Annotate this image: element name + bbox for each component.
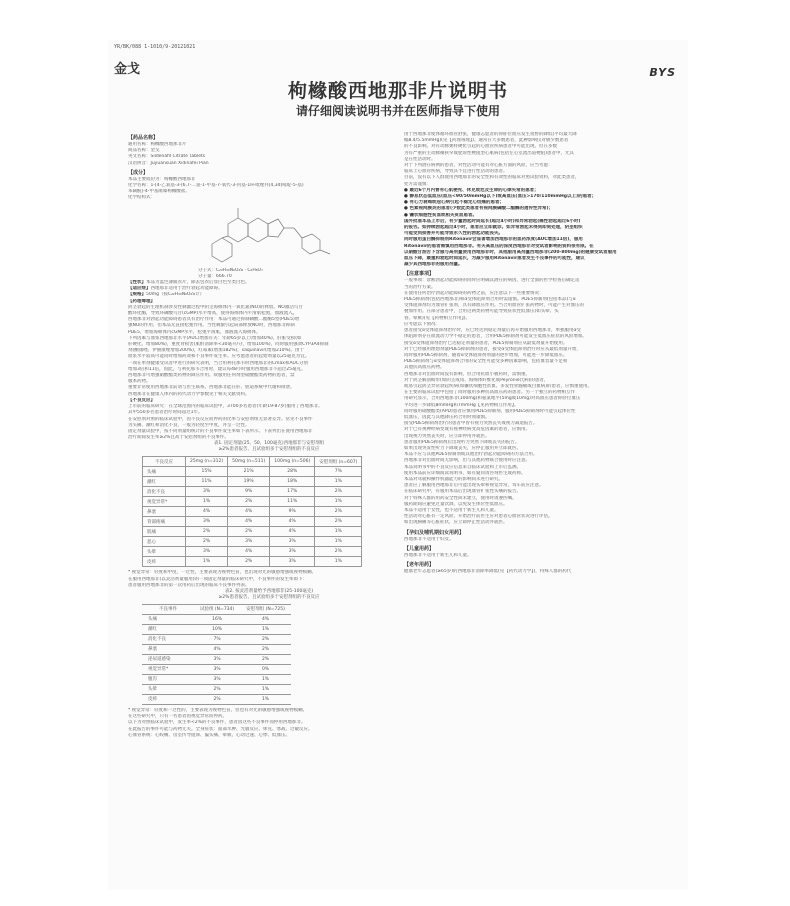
table-cell: 1% xyxy=(315,497,362,507)
table-cell: 4% xyxy=(228,507,270,517)
table-row xyxy=(143,537,362,547)
line-text: 治疗期间发生率≥2%且高于安慰剂组的不良事件。 xyxy=(128,435,229,441)
text-line: 本品说明书中的不良反应信息来自临床试验和上市后监测。 xyxy=(404,464,521,470)
text-line: * 视觉异常：轻度和一过性的，主要表现为视物色盲，但也有对光的敏感增强或视物模糊。 xyxy=(128,707,308,713)
table-cell: 头晕 xyxy=(142,684,194,694)
text-line: 幅8.4/5.5mmHg)(见【药理毒理】)。通常在大多数患者，此种影响仅对极少数患者 xyxy=(404,138,569,144)
table-cell: 鼻塞 xyxy=(142,644,194,654)
brand-logo-text: 金戈 xyxy=(114,62,141,77)
table-cell: 2% xyxy=(194,684,240,694)
text-line: 在临床研究中，有服用本品后出现血管扩张性头痛的报告。 xyxy=(404,489,521,495)
text-line: 体阻滞剂存在血流动力学不稳定的患者，合用PDE5抑制剂可能发生低血压症状的风险增加。 xyxy=(404,334,587,340)
line-text: 酸环化酶，导致环磷酸鸟苷(cGMP)水平增高，使得海绵体内平滑肌松弛，血液流入。 xyxy=(128,311,298,317)
line-text: 西地那非对勃起功能障碍患者具有治疗作用：本品可通过抑制磷酸二酯酶5型(PDE5)增 xyxy=(128,317,300,323)
text-line: 接受PDE5抑制剂治疗的患者中曾有视力突然丧失或视力减退报告。 xyxy=(404,421,538,427)
formula-line: 分子量：666.70 xyxy=(198,273,232,279)
line-text: 下列因素与血浆西地那非水平(AUC)增加有关：年龄65岁以上(增加40%)，肝脏受损(如 xyxy=(128,335,302,341)
elderly-heading: 【老年用药】 xyxy=(404,562,435,568)
text-line: 在主要的临床试验中包括了同时服用多种抗高血压药的患者。另一个独立的药物相互作 xyxy=(404,390,575,396)
table-cell: 肌痛 xyxy=(143,527,186,537)
section-line: 化学结构式： xyxy=(128,195,155,201)
line-text: 重要非常使用西地那非前请与医生联系。西地那非能在肝、胆道系统中代谢和排泄。 xyxy=(128,385,295,391)
text-line: 本品对驾驶和操作机器能力的影响尚未进行研究。 xyxy=(404,476,503,482)
formula-line: 分子式：C₂₂H₃₀N₆O₄S · C₆H₈O₇ xyxy=(198,267,263,273)
table-cell: 1% xyxy=(186,497,228,507)
text-line: 叠加作用。在部分患者中，合用这两类药物可能导致症状性低血压(如头晕、头 xyxy=(404,309,559,315)
text-line: PDE5抑制剂与α受体阻滞剂合用的安全性可能受多种因素影响，包括血容量不足和 xyxy=(404,359,568,365)
text-line: 临床上心血管疾病，导致其不宜进行性活动的患者。 xyxy=(404,169,508,175)
table-cell: 28% xyxy=(270,467,315,477)
table-cell: 1% xyxy=(315,537,362,547)
line-text: 肝硬化，增加80%)，重度肾损害(肌酐清除率<30毫升/分，增加100%)，同时服用强效CYP3A4抑制 xyxy=(128,342,329,348)
table-cell: 4% xyxy=(240,614,291,624)
text-line: 处方需谨慎： xyxy=(404,181,431,187)
line-text: 50mg（按C₂₂H₃₀N₆O₄S计） xyxy=(146,292,205,298)
text-line: 或易引起阴茎异常勃起疾病(如镰状细胞性贫血、多发性骨髓瘤或白血病)的患者，应慎重使用。 xyxy=(404,383,593,389)
table-cell: 消化不良 xyxy=(142,634,194,644)
line-text: 血浆水平较高可能同时增加药效和不良事件发生率。应考虑患者的起始剂量以25毫克为宜。 xyxy=(128,354,310,360)
table-cell: 3% xyxy=(194,654,240,664)
text-line: 当的治疗方案。 xyxy=(404,284,436,290)
table-cell: 16% xyxy=(194,614,240,624)
table-row xyxy=(142,614,291,624)
table-cell: 2% xyxy=(240,644,291,654)
table-cell: 鼻塞 xyxy=(143,507,186,517)
line-text: 在安慰剂对照的临床试验中，因不良反应而停药的比率与安慰剂组无显著差异。常见不良事件 xyxy=(128,416,313,422)
table-cell: 2% xyxy=(315,517,362,527)
table-cell: 2% xyxy=(315,507,362,517)
table-cell: 3% xyxy=(186,487,228,497)
table-cell: 消化不良 xyxy=(143,487,186,497)
bullet-item: ● 色素视网膜炎的患者(少数此类患者有视网膜磷酸二酯酶的遗传性异常)； xyxy=(404,206,554,212)
bullet-item: ● 有心力衰竭或冠心病引起不稳定心绞痛的患者； xyxy=(404,200,504,206)
table-cell: 1% xyxy=(315,557,362,567)
table-row xyxy=(143,467,362,477)
text-line: 的报告。如持续勃起超过4小时，患者应立即就诊。如异常勃起未得到即刻处理，阴茎组织 xyxy=(404,225,583,231)
text-line: 出现视力突然丧失时，应立即停用并就医。 xyxy=(404,433,490,439)
section-heading: 【药理毒理】 xyxy=(128,298,155,304)
text-line: 在这些研究中，只有一名患者因视觉异常而停药。 xyxy=(128,714,227,720)
document-code: YR/BK/088 1-1010/9-20121021 xyxy=(114,44,196,50)
precautions-heading: 【注意事项】 xyxy=(404,271,435,278)
table-cell: 7% xyxy=(194,634,240,644)
table-row xyxy=(143,487,362,497)
table-cell: 9% xyxy=(228,487,270,497)
text-line: 血压下降，最重和勃起时间延长，为减少服用Ritonavir患者发生不良事件的可能性，建议 xyxy=(404,256,585,262)
adverse-reactions-table-fixed-dose xyxy=(142,456,362,567)
text-line: 心血管系统：心绞痛、房室传导阻滞、偏头痛、晕厥、心动过速、心悸、低血压。 xyxy=(128,732,290,738)
table-cell: 恶心 xyxy=(143,537,186,547)
text-line: * 视觉异常：轻度和中度，一过性，主要表现为视物色盲，也出现对光的敏感增强或视物模糊。 xyxy=(128,570,317,576)
table-cell: 3% xyxy=(270,557,315,567)
table-cell: 1% xyxy=(186,557,228,567)
text-line: 对于下列潜在病例的患者，对性活动可能有对心脏方面的风险，应当考虑： xyxy=(404,163,553,169)
line-text: 增加3倍和11倍，因此，与利托那韦合用时，建议每48小时服用西地那非不超过25毫克。 xyxy=(128,366,306,372)
line-text: 一项在单剂健康受试者中进行的研究表明，当合用利托那韦时西地那非的Cmax和AUC分别 xyxy=(128,360,308,366)
table-cell: 头痛 xyxy=(143,467,186,477)
text-line: 昏、晕厥)(见【药物相互作用】)。 xyxy=(404,315,471,321)
section-heading: 【规格】 xyxy=(128,292,146,298)
text-line: 为有严重的主动脉瓣狭窄或肥厚性梗阻型心肌病(包括左心室流出道梗阻)患者中，尤其 xyxy=(404,150,575,156)
section-line: 通用名称：枸橼酸西地那非片 xyxy=(128,142,187,147)
text-line: 一般事项：诊断勃起功能障碍的同时应明确其潜在的病因，进行全面的医学检查后确定适 xyxy=(404,278,580,284)
table-row xyxy=(143,527,362,537)
table-cell: 3% xyxy=(228,537,270,547)
line-text: 西地那非在健康人体内的药代动力学参数见于相关文献资料。 xyxy=(128,391,250,397)
line-text: 西地那非可增强硝酸酯类药物的降压作用。故服用任何剂型硝酸酯类药物的患者，禁 xyxy=(128,373,295,379)
text-line: 受体阻滞剂均为血管扩张剂，具有降血压作用。当合用血管扩张药物时，可能产生对血压的 xyxy=(404,303,584,309)
table-cell: 11% xyxy=(270,497,315,507)
table-row xyxy=(142,664,291,674)
table-cell: 1% xyxy=(240,684,291,694)
table-cell: 3% xyxy=(270,537,315,547)
text-line: 在服用西地那非(以灵活剂量服用)的一项固定剂量的临床研究中，不良事件的发生率如下： xyxy=(128,576,308,582)
text-line: 西地那非对出血时间无影响，但与其他药物联合使用时应注意。 xyxy=(404,458,530,464)
table-cell: 2% xyxy=(240,654,291,664)
section-line: 苯磺酰]-4-甲基哌嗪枸橼酸盐。 xyxy=(128,189,190,195)
table-row xyxy=(143,517,362,527)
text-line: 本品不应与其他PDE5抑制剂或其他治疗勃起功能障碍的方法合用。 xyxy=(404,452,538,458)
section-line: 英文名称：Sildenafil Citrate Tablets xyxy=(128,154,206,160)
table-cell: 3% xyxy=(186,517,228,527)
text-line: 以下为对照临床试验中，发生率<2%的不良事件，患者因这些不良事件而停用西地那非。 xyxy=(128,720,306,726)
section-heading: 【成分】 xyxy=(128,169,149,176)
instruction-leaflet xyxy=(108,40,688,890)
table-row xyxy=(142,634,291,644)
table-cell: 皮疹 xyxy=(143,557,186,567)
section-line: 商品名称：金戈 xyxy=(128,148,160,154)
table-cell: 2% xyxy=(228,497,270,507)
text-line: 对于已有视神经病变或有视神经病变高危因素的患者，应慎用。 xyxy=(404,427,530,433)
table-cell: 1% xyxy=(315,527,362,537)
section-line: 汉语拼音：Juyuansuan Xidinafei Pian xyxy=(128,160,209,166)
table-header-cell: 50mg (n=511) xyxy=(228,457,270,467)
line-text: 西地那非适用于治疗勃起功能障碍。 xyxy=(150,286,223,292)
page-title: 枸橼酸西地那非片说明书 xyxy=(287,80,508,102)
table-cell: 视觉异常* xyxy=(142,664,194,674)
table-cell: 4% xyxy=(228,517,270,527)
text-line: 国外批准本品上市后，有少量勃起时间延长(超过4小时)和异常勃起(痛性勃起超过6小时) xyxy=(404,218,581,224)
table-cell: 2% xyxy=(228,527,270,537)
pregnancy-heading: 【孕妇及哺乳期妇女用药】 xyxy=(404,529,465,536)
table-cell: 3% xyxy=(270,547,315,557)
table-cell: 2% xyxy=(186,527,228,537)
text-line: 低血压，因此与其他降压药合用时须谨慎。 xyxy=(404,414,490,420)
text-line: 同时服用蛋白酶抑制剂Ritonavir会显著增加西地那非的血药浓度(AUC增加11倍)，服用 xyxy=(404,237,583,243)
table-cell: 视觉异常* xyxy=(143,497,186,507)
text-line: 如果出现突发性听力下降或丧失，应停止服用并立即就医。 xyxy=(404,445,521,451)
text-line: 目前，没有以下人群使用西地那非的安全性和有效性的临床对照试验资料，对此类患者， xyxy=(404,175,580,181)
table-cell: 潮红 xyxy=(143,477,186,487)
text-line: 使用本品前应详细阅读说明书，如有疑问请咨询医生或药师。 xyxy=(404,470,526,476)
section-heading: 【适应症】 xyxy=(128,286,151,292)
table-cell: 2% xyxy=(315,487,362,497)
table-cell: 7% xyxy=(315,467,362,477)
table-row xyxy=(143,497,362,507)
table-cell: 4% xyxy=(186,507,228,517)
line-text: 为头痛、潮红和消化不良，一般为轻度至中度，并呈一过性。 xyxy=(128,422,250,428)
line-text: 阴茎勃起的生理机制涉及性刺激过程中阴茎海绵体内一氧化氮(NO)的释放。NO激活鸟苷 xyxy=(128,304,303,310)
text-line: 应考虑以下情况： xyxy=(404,321,440,327)
table-cell: 皮疹 xyxy=(142,694,194,704)
section-line: 本品主要成份为：枸橼酸西地那非 xyxy=(128,176,196,182)
text-line: 在此报告的事件可能与药物无关。全身症状：面部水肿、光敏反应、休克、寒战、过敏反应。 xyxy=(128,726,313,732)
table-caption: ≥2%患者报告、且试验组多于安慰剂组的不良反应 xyxy=(218,447,320,453)
line-text: PDE5，增加海绵体内cGMP水平，松弛平滑肌，血液流入海绵体。 xyxy=(128,329,261,335)
section-line: 化学名称：1-[4-乙氧基-3-(6,7-二氢-1-甲基-7-氧代-3-丙基-1H-吡唑并[4,3d]嘧啶-5-基) xyxy=(128,183,304,189)
table-header-cell: 安慰剂组 (n=607) xyxy=(315,457,362,467)
text-line: 服药期间应避免过量饮酒，以免发生体位性低血压。 xyxy=(404,501,508,507)
table-cell: 15% xyxy=(186,467,228,477)
line-text: 上市前的临床研究：在全球范围内的临床试验中，3700多名患者(年龄19-87岁)服用了西地那非。 xyxy=(128,404,323,410)
table-cell: 背部疼痛 xyxy=(143,517,186,527)
text-line: 患者服用PDE5抑制剂后出现听力突然下降或丧失的报告。 xyxy=(404,439,520,445)
table-cell: 11% xyxy=(186,477,228,487)
text-line: 患者应了解服用西地那非后可能出现头晕和视觉异常，驾车前应注意。 xyxy=(404,483,544,489)
section-heading: 【性状】 xyxy=(128,280,146,286)
section-heading: 【不良反应】 xyxy=(128,397,155,403)
table-cell: 2% xyxy=(315,547,362,557)
text-line: 西地那非对出血时间没有影响，但合用抗血小板药时，需慎重。 xyxy=(404,371,530,377)
table-cell: 腹泻 xyxy=(142,674,194,684)
table-caption: 表1. 固定剂量(25、50、100毫克)西地那非与安慰剂组 xyxy=(213,441,325,447)
line-text: 服本药物。 xyxy=(128,379,151,385)
table-cell: 4% xyxy=(270,527,315,537)
bullet-item: ● 最近6个月内曾有心肌梗死、休克或危及生命的心律失常的患者； xyxy=(404,187,539,193)
table-row xyxy=(143,547,362,557)
table-header-cell: 不良反应 xyxy=(143,457,186,467)
table-cell: 3% xyxy=(186,547,228,557)
table-cell: 9% xyxy=(270,507,315,517)
text-line: 对于特殊人群的用药安全性尚未建立，使用时请遵医嘱。 xyxy=(404,495,517,501)
bullet-item: ● 静息状态低血压(血压<90/50mmHg以下)或高血压(血压>170/110mmHg以上)的患者； xyxy=(404,194,597,200)
table-cell: 4% xyxy=(194,644,240,654)
text-line: 患者服用西地那非的第一次用药后出现的临床不良事件列表。 xyxy=(128,582,250,588)
table-cell: 2% xyxy=(194,694,240,704)
text-line: 如出现胸痛等心脏症状，应立即停止性活动并就医。 xyxy=(404,520,508,526)
table-cell: 2% xyxy=(228,557,270,567)
table-row xyxy=(142,654,291,664)
text-line: 是在性活动时。 xyxy=(404,156,436,162)
children-text: 西地那非不适用于新生儿和儿童。 xyxy=(404,552,472,558)
table-cell: 2% xyxy=(186,537,228,547)
table-row xyxy=(143,507,362,517)
text-line: 由于西地那非使体循环血管舒张，健康志愿者的仰卧位血压发生短暂的降低(平均最大降 xyxy=(404,132,577,137)
text-line: 同时服用硝酸酯类(APD)患者应慎用PDE5抑制剂，服用PDE5抑制剂时可能引起体位性 xyxy=(404,408,576,414)
table-cell: 1% xyxy=(315,477,362,487)
section-heading: 【药品名称】 xyxy=(128,135,159,141)
text-line: 可能受到损害并可能导致永久性的勃起功能丧失。 xyxy=(404,231,503,237)
pregnancy-text: 西地那非不适用于妇女。 xyxy=(404,536,454,542)
table-cell: 1% xyxy=(240,674,291,684)
line-text: 其中550多名患者治疗时间超过1年。 xyxy=(128,410,203,416)
table-cell: 1% xyxy=(240,624,291,634)
text-line: 性活动对心脏有一定风险，开始治疗前医生应对患者心血管状况进行评估。 xyxy=(404,514,553,520)
table-cell: 21% xyxy=(228,467,270,477)
table-header-cell: 试验组 (N=734) xyxy=(194,604,240,614)
text-line: 在使用任何治疗勃起功能障碍的药物之前，应注意以下一些重要情况： xyxy=(404,290,544,296)
table-cell: 19% xyxy=(228,477,270,487)
text-line: PDE5抑制剂(包括西地那非)和α受体阻滞剂合用时需谨慎。PDE5抑制剂(包括本品)与α xyxy=(404,297,576,303)
text-line: 接受α受体阻滞剂治疗已达稳定剂量的患者，PDE5抑制剂应从最低剂量开始使用。 xyxy=(404,340,568,346)
children-heading: 【儿童用药】 xyxy=(404,545,435,552)
text-line: 减少其西地那非的服用剂量。 xyxy=(404,262,463,268)
elderly-text: 健康老年志愿者(≥65岁)的西地那非清除率降低(见【药代动力学】)，特殊人群的药代 xyxy=(404,569,572,574)
table-row xyxy=(142,694,291,704)
chemical-structure-image xyxy=(128,204,410,266)
table-row xyxy=(143,477,362,487)
table-caption: 表2. 按灵活剂量给予西地那非(25-100毫克) xyxy=(224,588,314,594)
text-line: 对于阴茎解剖畸形(如阴茎成角、海绵体纤维化或Peyronie氏病)的患者， xyxy=(404,377,549,383)
table-cell: 头晕 xyxy=(143,547,186,557)
table-row xyxy=(142,674,291,684)
text-line: 以硝酸甘油舌下含服与高剂量使用西地那非时，其他服用高剂量西地那非(200-800mg)的健康受试者服用 xyxy=(404,249,617,255)
table-header-cell: 不良事件 xyxy=(142,604,194,614)
table-row xyxy=(142,684,291,694)
text-line: 同时服用PDE5抑制剂，随着α受体阻滞剂剂量的逐步增加，可能进一步降低血压。 xyxy=(404,352,568,358)
right-column xyxy=(404,132,686,575)
table-header-cell: 安慰剂组 (N=725) xyxy=(240,604,291,614)
table-row xyxy=(143,557,362,567)
text-line: 患者接受α受体阻滞剂治疗时，应已经达到稳定剂量后再开始服用西地那非，单独服用α受 xyxy=(404,328,581,334)
line-text: 固定剂量试验中，按不同剂量组统计的不良事件发生率如下表所示。下表列出在使用西地那非 xyxy=(128,428,313,434)
table-cell: 10% xyxy=(194,624,240,634)
table-cell: 1% xyxy=(240,694,291,704)
text-line: 平均进一步降低8mmHg和7mmHg【见药物相互作用】。 xyxy=(404,402,519,408)
table-cell: 17% xyxy=(270,487,315,497)
left-column xyxy=(128,132,410,739)
company-logo: BYS xyxy=(649,66,676,79)
table-header-cell: 25mg (n=312) xyxy=(186,457,228,467)
text-line: 用研究显示，合用西地那非(100mg)和氨氯地平(5mg或10mg)对高血压患者仰卧位血压 xyxy=(404,396,581,402)
table-row xyxy=(142,624,291,634)
table-cell: 18% xyxy=(270,477,315,487)
table-cell: 潮红 xyxy=(142,624,194,634)
table-cell: 头痛 xyxy=(142,614,194,624)
table-row xyxy=(142,644,291,654)
adverse-events-table-flexible-dose xyxy=(142,604,291,705)
text-line: 其他抗高血压药物。 xyxy=(404,365,445,371)
line-text: 剂(酮康唑、伊曲康唑增加200%)，红霉素(增加182%)，saquinavir(增加210%)。由于 xyxy=(128,348,305,354)
text-line: Ritonavir的患者需慎用西地那非。有关高血压的深度西地那非对受试者影响的资料很有限。在 xyxy=(404,243,594,249)
table-cell: 4% xyxy=(228,547,270,557)
table-cell: 2% xyxy=(240,634,291,644)
table-header-cell: 100mg (n=506) xyxy=(270,457,315,467)
text-line: 对于已经服用理想剂量PDE5抑制剂的患者，接受α受体阻滞剂治疗时应从最低剂量开始， xyxy=(404,346,581,352)
bullet-item: ● 镰状细胞性贫血或相关贫血患者。 xyxy=(404,212,477,218)
text-line: 本品不适用于女性，也不适用于新生儿和儿童。 xyxy=(404,507,499,513)
table-cell: 0% xyxy=(240,664,291,674)
table-cell: 泌尿道感染 xyxy=(142,654,194,664)
table-cell: 3% xyxy=(194,674,240,684)
table-caption: ≥2%患者报告、且试验组多于安慰剂组的不良反应 xyxy=(218,594,320,600)
text-line: 的不良影响。对有动脉粥样硬化引起的心血管疾病患者中可能出现，但在多数 xyxy=(404,144,557,150)
line-text: 强NO的作用，但本品无直接松弛作用。当性刺激引起局部释放NO时，西地那非抑制 xyxy=(128,323,295,329)
table-cell: 4% xyxy=(270,517,315,527)
line-text: 本品为蓝色薄膜衣片，除去包衣后显白色至类白色。 xyxy=(146,280,250,286)
table-cell: 3% xyxy=(194,664,240,674)
page-subtitle: 请仔细阅读说明书并在医师指导下使用 xyxy=(295,104,500,118)
